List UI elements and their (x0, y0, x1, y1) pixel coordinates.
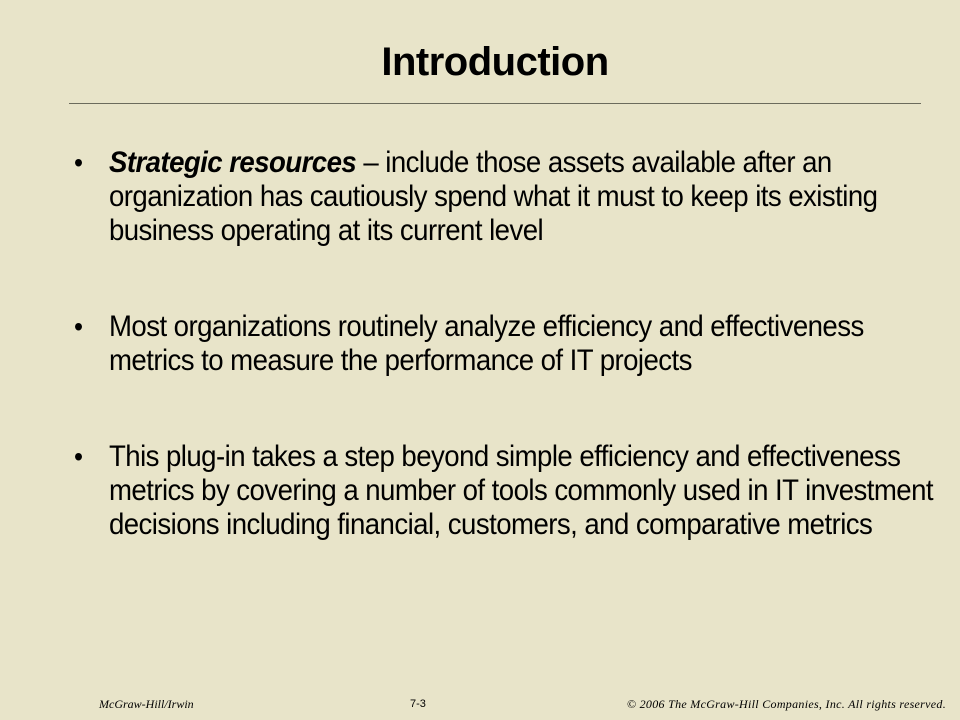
bullet-item-strategic-resources (74, 146, 942, 248)
title-divider (69, 103, 921, 104)
bullet-icon: • (74, 147, 83, 178)
footer-publisher: McGraw-Hill/Irwin (99, 697, 194, 711)
bullet-emphasis: Strategic resources (108, 146, 357, 179)
slide-title: Introduction (381, 40, 609, 84)
footer-copyright: © 2006 The McGraw-Hill Companies, Inc. All rights reserved. (626, 697, 946, 711)
bullet-icon: • (74, 311, 83, 342)
bullet-item-efficiency-metrics (74, 310, 942, 378)
bullet-item-plug-in-tools (74, 440, 942, 542)
bullet-text: Most organizations routinely analyze efficiency and effectiveness metrics to measure the performance of IT projects (108, 310, 864, 377)
bullet-icon: • (74, 441, 83, 472)
bullet-list (74, 146, 934, 542)
bullet-text: This plug-in takes a step beyond simple efficiency and effectiveness metrics by covering a number of tools commonly used in IT investment decisions including financial, customers, and comparative metrics (108, 440, 934, 541)
bullet-text: – include those assets available after an organization has cautiously spend what it must to keep its existing business operating at its current level (108, 146, 878, 247)
footer-page-number: 7-3 (410, 698, 426, 710)
